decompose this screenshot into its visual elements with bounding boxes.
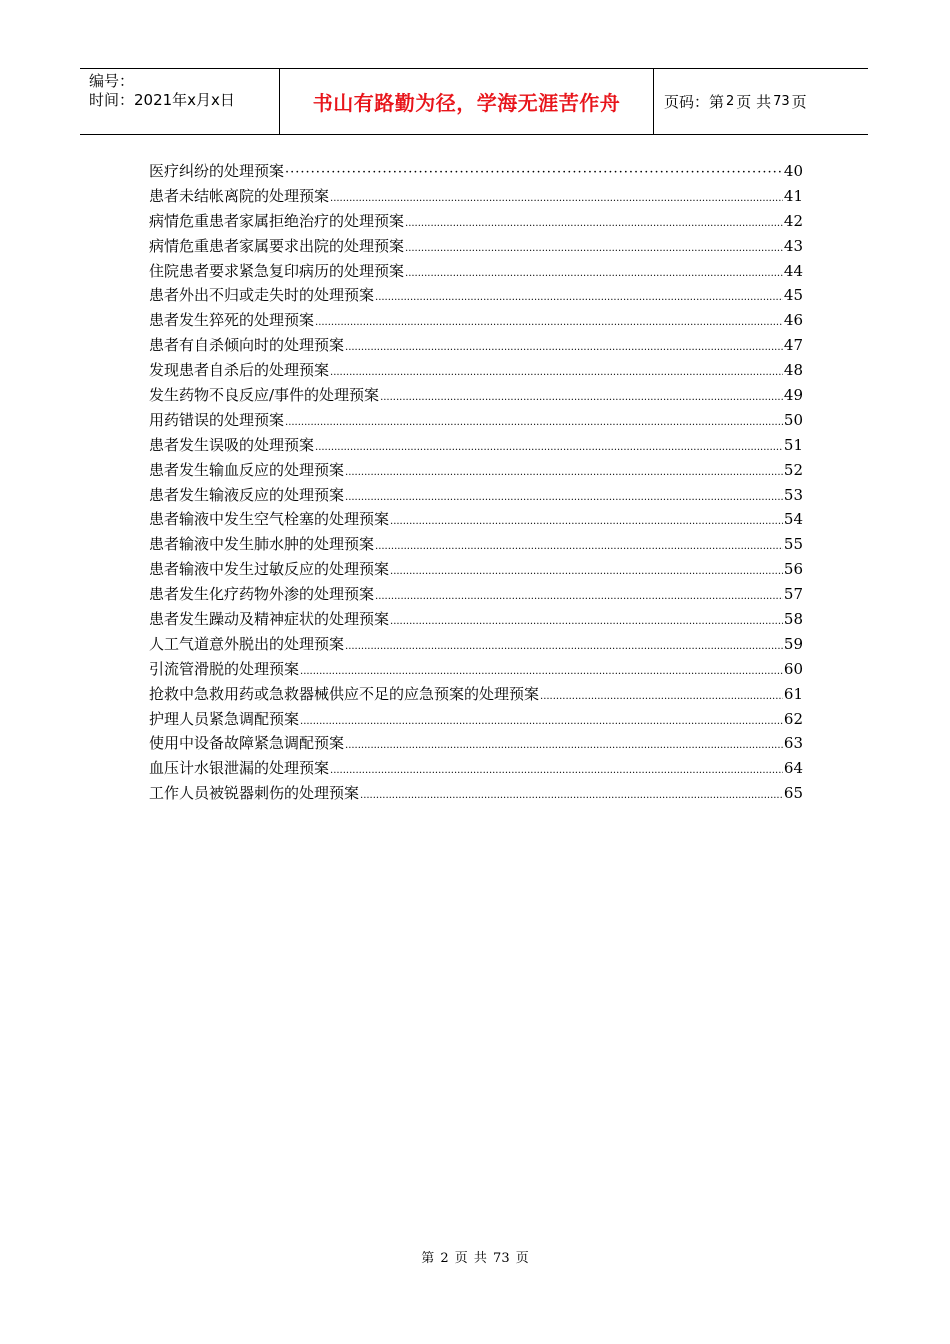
toc-leader-dots bbox=[360, 784, 783, 809]
toc-leader-dots bbox=[300, 710, 783, 735]
toc-entry-page: 62 bbox=[783, 709, 803, 728]
toc-entry-page: 48 bbox=[783, 361, 803, 380]
toc-entry-label: 患者输液中发生空气栓塞的处理预案 bbox=[149, 510, 390, 529]
toc-entry-page: 46 bbox=[783, 311, 803, 330]
toc-leader-dots bbox=[345, 635, 783, 660]
toc-entry-label: 住院患者要求紧急复印病历的处理预案 bbox=[149, 261, 405, 280]
toc-entry-label: 患者发生输液反应的处理预案 bbox=[149, 485, 345, 504]
toc-entry[interactable] bbox=[149, 159, 803, 184]
page-header bbox=[80, 68, 868, 135]
toc-entry-page: 51 bbox=[783, 435, 803, 454]
toc-entry[interactable] bbox=[149, 756, 803, 781]
toc-entry[interactable] bbox=[149, 209, 803, 234]
toc-leader-dots bbox=[285, 411, 783, 436]
page-mid: 页 共 bbox=[736, 93, 772, 111]
toc-entry-page: 43 bbox=[783, 236, 803, 255]
toc-entry-page: 59 bbox=[783, 634, 803, 653]
toc-entry[interactable] bbox=[149, 234, 803, 259]
toc-entry-page: 58 bbox=[783, 610, 803, 629]
page-suffix: 页 bbox=[791, 93, 807, 111]
toc-entry[interactable] bbox=[149, 557, 803, 582]
toc-entry-label: 患者输液中发生肺水肿的处理预案 bbox=[149, 535, 375, 554]
toc-entry-page: 50 bbox=[783, 410, 803, 429]
toc-entry-label: 患者有自杀倾向时的处理预案 bbox=[149, 336, 345, 355]
toc-entry-label: 患者发生猝死的处理预案 bbox=[149, 311, 315, 330]
toc-entry[interactable] bbox=[149, 308, 803, 333]
toc-leader-dots bbox=[405, 262, 783, 287]
toc-leader-dots bbox=[345, 486, 783, 511]
toc-entry-page: 52 bbox=[783, 460, 803, 479]
toc-leader-dots bbox=[540, 685, 783, 710]
toc-leader-dots bbox=[390, 510, 783, 535]
toc-leader-dots bbox=[380, 386, 783, 411]
toc-entry-label: 工作人员被锐器刺伤的处理预案 bbox=[149, 784, 360, 803]
toc-entry[interactable] bbox=[149, 707, 803, 732]
toc-leader-dots bbox=[345, 336, 783, 361]
header-page-info bbox=[654, 69, 868, 134]
toc-entry-label: 医疗纠纷的处理预案 bbox=[149, 162, 285, 180]
toc-entry-label: 患者发生躁动及精神症状的处理预案 bbox=[149, 610, 390, 629]
toc-entry-page: 54 bbox=[783, 510, 803, 529]
toc-entry[interactable] bbox=[149, 184, 803, 209]
toc-entry-label: 血压计水银泄漏的处理预案 bbox=[149, 759, 330, 778]
toc-entry-label: 护理人员紧急调配预案 bbox=[149, 709, 300, 728]
toc-entry-page: 41 bbox=[783, 186, 803, 205]
toc-leader-dots bbox=[315, 311, 783, 336]
toc-entry-page: 56 bbox=[783, 560, 803, 579]
toc-entry[interactable] bbox=[149, 607, 803, 632]
document-time-label: 时间：2021年x月x日 bbox=[89, 91, 235, 109]
toc-entry[interactable] bbox=[149, 283, 803, 308]
toc-entry-label: 患者输液中发生过敏反应的处理预案 bbox=[149, 560, 390, 579]
toc-entry-page: 65 bbox=[783, 784, 803, 803]
toc-entry-label: 用药错误的处理预案 bbox=[149, 410, 285, 429]
toc-entry-label: 引流管滑脱的处理预案 bbox=[149, 659, 300, 678]
page-prefix: 页码：第 bbox=[664, 93, 725, 111]
toc-leader-dots bbox=[375, 585, 783, 610]
toc-entry-page: 42 bbox=[783, 211, 803, 230]
toc-leader-dots bbox=[390, 560, 783, 585]
toc-entry-page: 61 bbox=[783, 684, 803, 703]
toc-entry-page: 64 bbox=[783, 759, 803, 778]
toc-entry-label: 患者发生误吸的处理预案 bbox=[149, 435, 315, 454]
table-of-contents bbox=[149, 159, 803, 806]
toc-leader-dots bbox=[405, 237, 783, 262]
toc-entry-label: 病情危重患者家属要求出院的处理预案 bbox=[149, 236, 405, 255]
toc-entry[interactable] bbox=[149, 433, 803, 458]
toc-entry-page: 40 bbox=[783, 162, 803, 180]
toc-entry-label: 发生药物不良反应/事件的处理预案 bbox=[149, 386, 380, 405]
toc-entry[interactable] bbox=[149, 383, 803, 408]
toc-leader-dots bbox=[405, 212, 783, 237]
toc-leader-dots bbox=[345, 734, 783, 759]
toc-entry[interactable] bbox=[149, 507, 803, 532]
toc-entry-page: 45 bbox=[783, 286, 803, 305]
toc-entry-label: 病情危重患者家属拒绝治疗的处理预案 bbox=[149, 211, 405, 230]
page-footer: 第 2 页 共 73 页 bbox=[421, 1251, 529, 1266]
page-current: 2 bbox=[726, 94, 735, 109]
toc-entry-page: 53 bbox=[783, 485, 803, 504]
toc-leader-dots bbox=[330, 759, 783, 784]
toc-leader-dots bbox=[345, 461, 783, 486]
toc-entry-label: 患者发生输血反应的处理预案 bbox=[149, 460, 345, 479]
toc-entry-label: 患者未结帐离院的处理预案 bbox=[149, 186, 330, 205]
toc-entry-page: 55 bbox=[783, 535, 803, 554]
toc-entry[interactable] bbox=[149, 259, 803, 284]
toc-entry[interactable] bbox=[149, 731, 803, 756]
toc-entry-page: 44 bbox=[783, 261, 803, 280]
toc-entry[interactable] bbox=[149, 483, 803, 508]
toc-entry-page: 57 bbox=[783, 585, 803, 604]
toc-leader-dots bbox=[375, 286, 783, 311]
toc-entry-label: 发现患者自杀后的处理预案 bbox=[149, 361, 330, 380]
toc-entry[interactable] bbox=[149, 458, 803, 483]
toc-entry-page: 47 bbox=[783, 336, 803, 355]
toc-entry[interactable] bbox=[149, 333, 803, 358]
toc-entry[interactable] bbox=[149, 582, 803, 607]
toc-entry-label: 抢救中急救用药或急救器械供应不足的应急预案的处理预案 bbox=[149, 684, 540, 703]
header-meta bbox=[80, 69, 280, 134]
toc-entry[interactable] bbox=[149, 781, 803, 806]
toc-entry-label: 患者外出不归或走失时的处理预案 bbox=[149, 286, 375, 305]
toc-leader-dots bbox=[315, 436, 783, 461]
toc-entry[interactable] bbox=[149, 657, 803, 682]
page-total: 73 bbox=[773, 94, 790, 109]
toc-entry-page: 63 bbox=[783, 734, 803, 753]
document-number-label: 编号： bbox=[89, 72, 135, 90]
toc-entry[interactable] bbox=[149, 532, 803, 557]
toc-entry[interactable] bbox=[149, 682, 803, 707]
header-motto: 书山有路勤为径，学海无涯苦作舟 bbox=[280, 69, 654, 134]
toc-entry-label: 患者发生化疗药物外渗的处理预案 bbox=[149, 585, 375, 604]
toc-entry[interactable] bbox=[149, 358, 803, 383]
toc-entry-page: 60 bbox=[783, 659, 803, 678]
toc-entry[interactable] bbox=[149, 632, 803, 657]
toc-leader-dots bbox=[390, 610, 783, 635]
toc-entry-page: 49 bbox=[783, 386, 803, 405]
toc-entry-label: 人工气道意外脱出的处理预案 bbox=[149, 634, 345, 653]
toc-entry[interactable] bbox=[149, 408, 803, 433]
toc-leader-dots bbox=[375, 535, 783, 560]
toc-leader-dots bbox=[330, 361, 783, 386]
toc-entry-label: 使用中设备故障紧急调配预案 bbox=[149, 734, 345, 753]
toc-leader-dots bbox=[285, 161, 783, 186]
